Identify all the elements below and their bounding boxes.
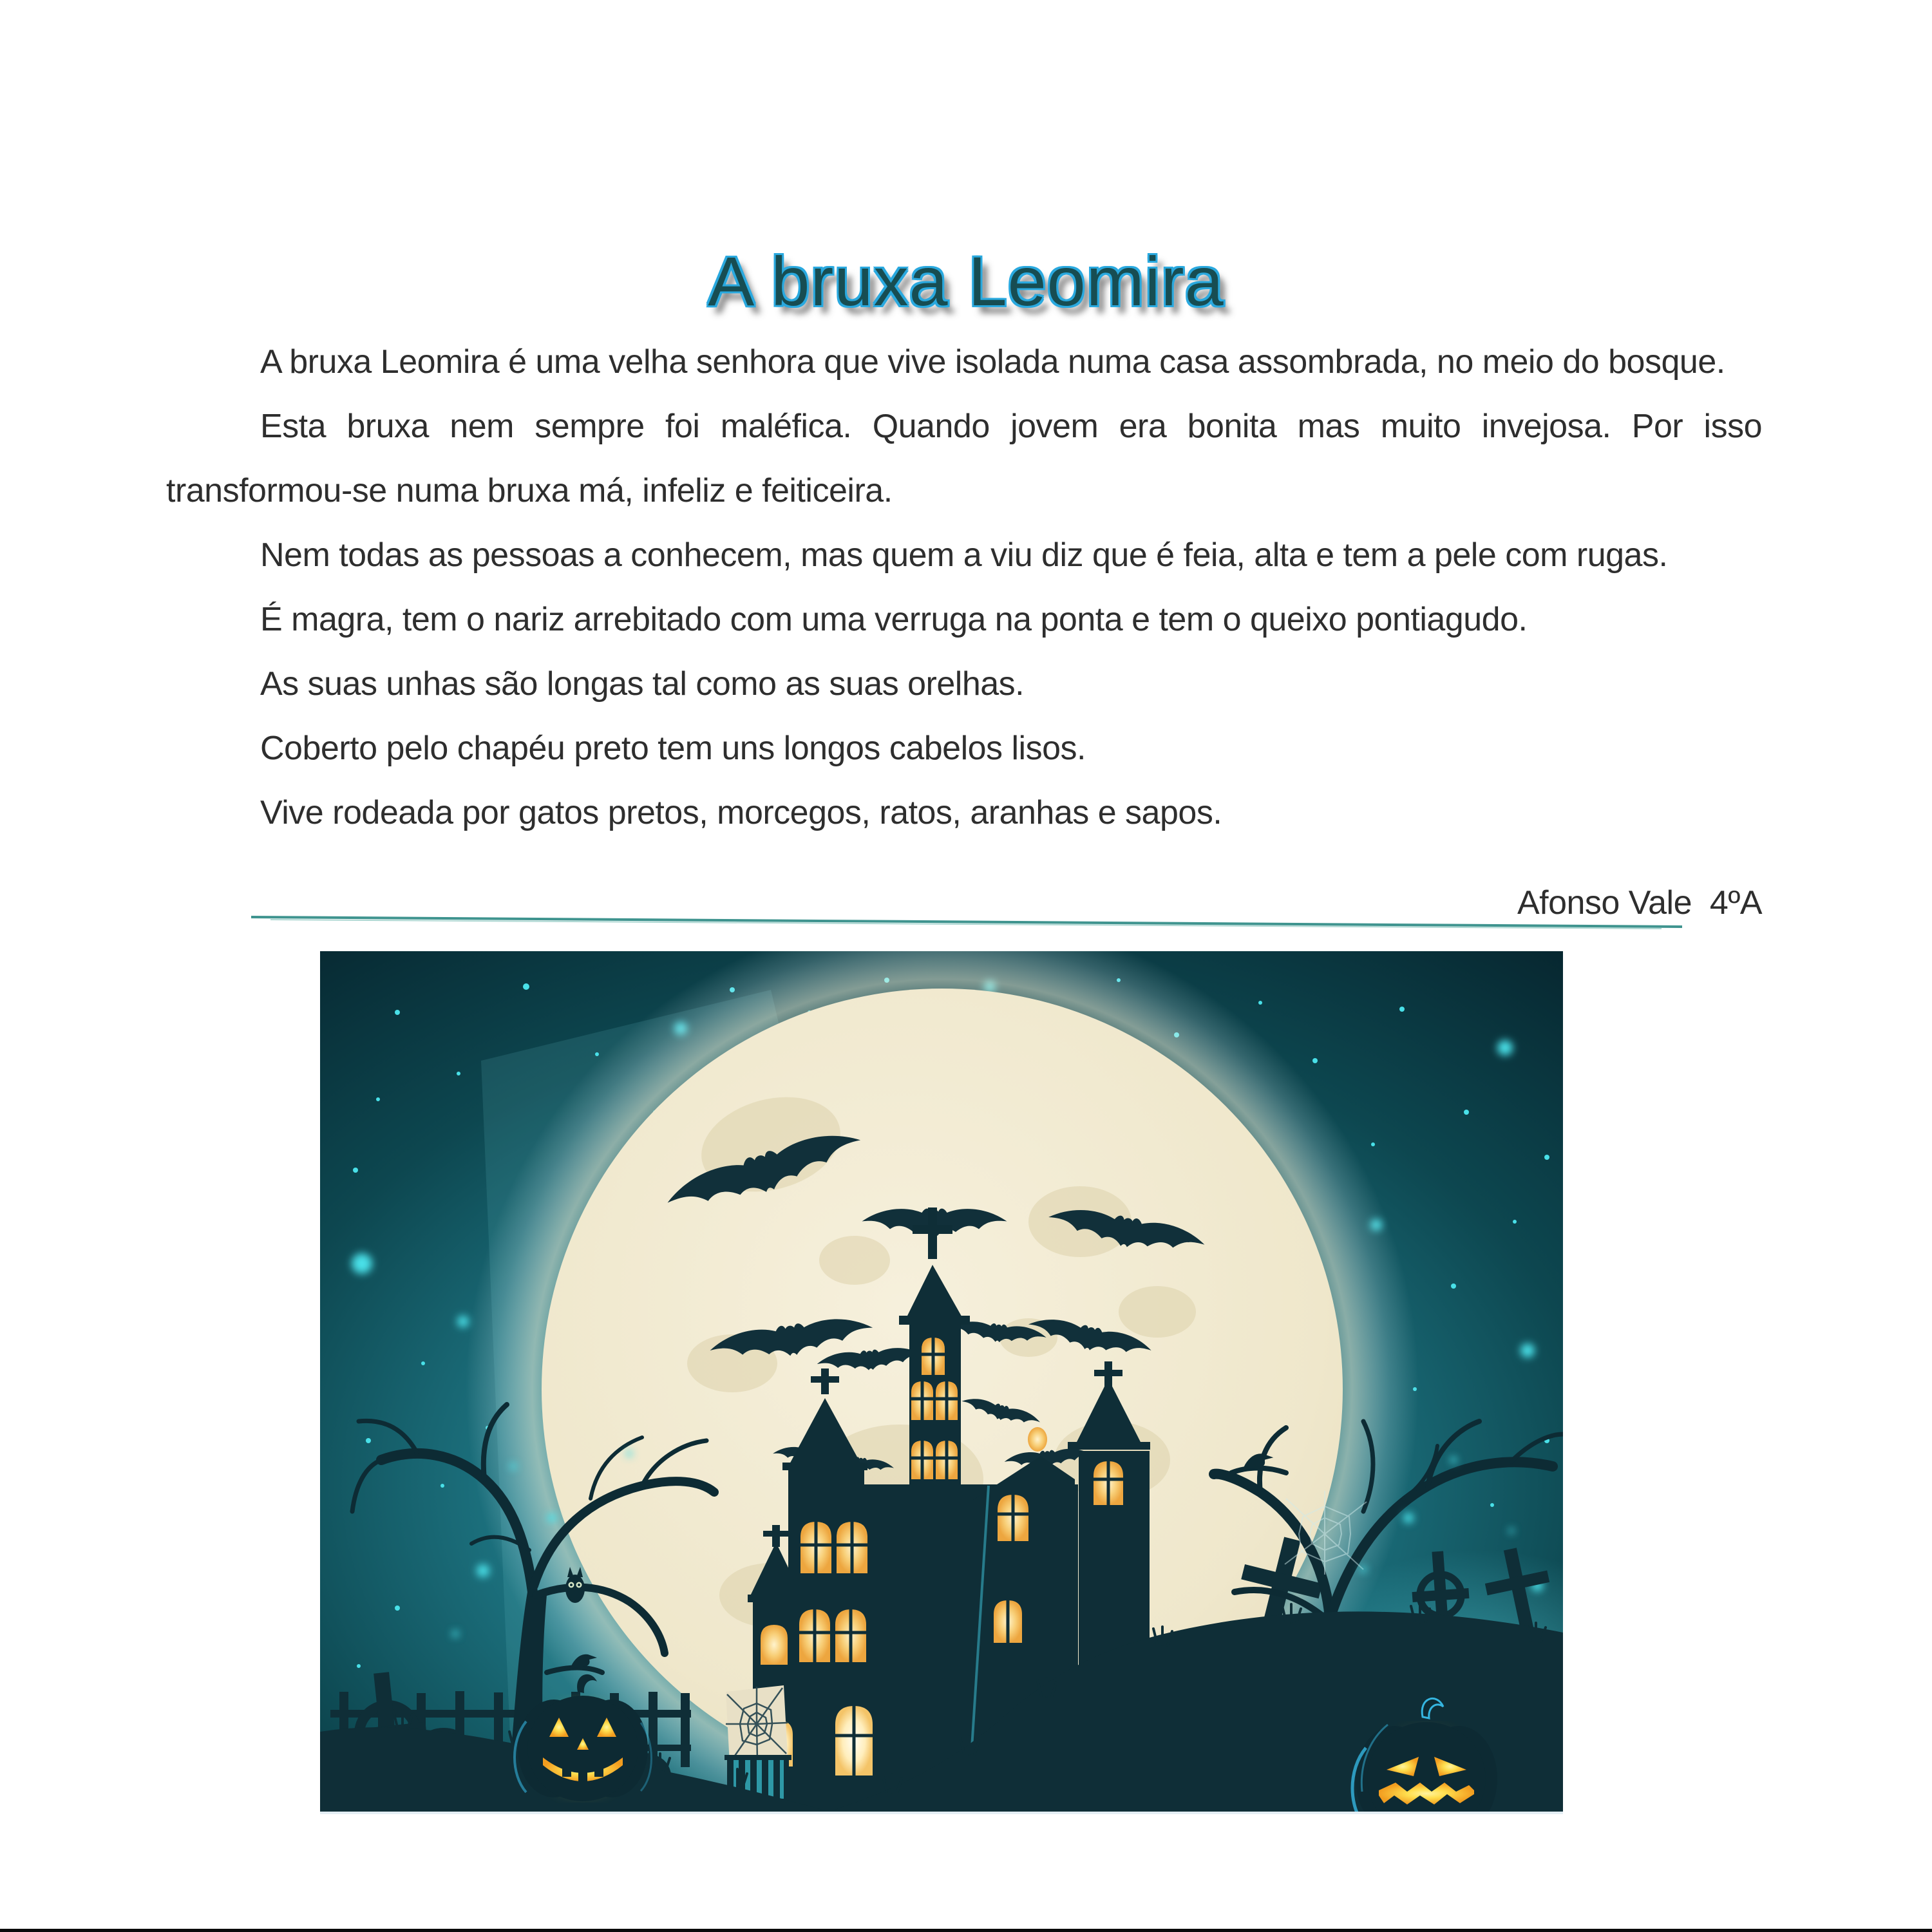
- page-title: A bruxa Leomira: [708, 242, 1224, 321]
- screenshot-bottom-edge: [0, 1929, 1932, 1932]
- paragraph-1: A bruxa Leomira é uma velha senhora que vive isolada numa casa assombrada, no meio do bosque.: [260, 343, 1725, 381]
- author-signature: Afonso Vale 4ºA: [1517, 884, 1762, 922]
- paragraph-7: Vive rodeada por gatos pretos, morcegos, ratos, aranhas e sapos.: [260, 794, 1222, 831]
- paragraph-4: É magra, tem o nariz arrebitado com uma verruga na ponta e tem o queixo pontiagudo.: [260, 601, 1528, 638]
- paragraph-6: Coberto pelo chapéu preto tem uns longos cabelos lisos.: [260, 730, 1086, 767]
- paragraph-3: Nem todas as pessoas a conhecem, mas quem a viu diz que é feia, alta e tem a pele com rugas.: [260, 536, 1668, 574]
- divider-line: [0, 905, 1932, 944]
- paragraph-2: Esta bruxa nem sempre foi maléfica. Quando jovem era bonita mas muito invejosa. Por isso transformou-se numa bruxa má, infeliz e feiticeira.: [166, 408, 1762, 509]
- body-text: [166, 330, 1762, 935]
- halloween-picture: [320, 951, 1563, 1814]
- paragraph-5: As suas unhas são longas tal como as suas orelhas.: [260, 665, 1025, 703]
- spider-web-panel: [724, 1685, 791, 1799]
